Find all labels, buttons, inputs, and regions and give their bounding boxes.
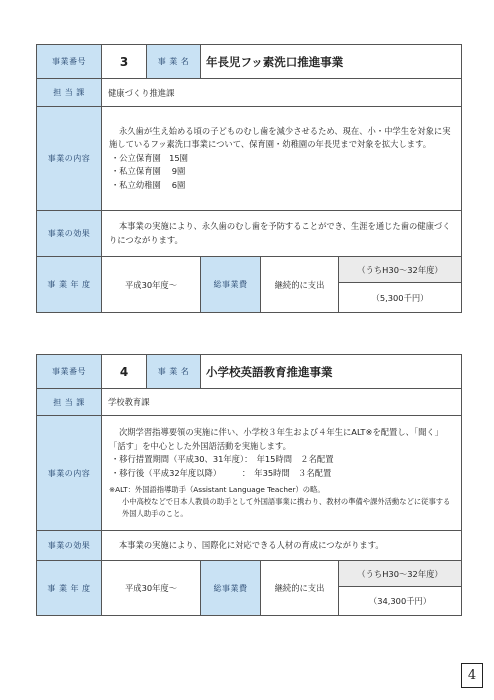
department: 学校教育課 <box>102 389 462 416</box>
effect-text: 本事業の実施により、永久歯のむし歯を予防することができ、生涯を通じた歯の健康づくりにつながります。 <box>109 221 451 245</box>
project-title: 小学校英語教育推進事業 <box>201 355 462 389</box>
label-department: 担 当 課 <box>37 79 102 107</box>
content-paragraph: 永久歯が生え始める頃の子どものむし歯を減少させるため、現在、小・中学生を対象に実施しているフッ素洗口事業について、保育園・幼稚園の年長児まで対象を拡大します。 <box>109 125 451 150</box>
label-total-cost: 総事業費 <box>201 257 261 313</box>
label-effect: 事業の効果 <box>37 531 102 561</box>
content-item: ・公立保育園 15園 <box>111 152 188 163</box>
effect <box>102 211 462 257</box>
period-label: （うちH30〜32年度） <box>339 257 462 283</box>
content-item: ・私立幼稚園 6園 <box>111 179 186 190</box>
content <box>102 416 462 531</box>
label-total-cost: 総事業費 <box>201 561 261 616</box>
project-title: 年長児フッ素洗口推進事業 <box>201 45 462 79</box>
content-item: ・移行後（平成32年度以降） ： 年35時間 ３名配置 <box>111 467 332 478</box>
alt-note-body: 小中高校などで日本人教員の助手として外国語事業に携わり、教材の準備や課外活動などに従事する外国人助手のこと。 <box>122 497 451 518</box>
total-cost: 継続的に支出 <box>261 561 339 616</box>
department: 健康づくり推進課 <box>102 79 462 107</box>
alt-note-heading: ※ALT：外国語指導助手（Assistant Language Teacher）の略。 <box>109 485 325 494</box>
page-number: 4 <box>461 663 483 688</box>
label-year: 事 業 年 度 <box>37 561 102 616</box>
effect <box>102 531 462 561</box>
total-cost: 継続的に支出 <box>261 257 339 313</box>
label-content: 事業の内容 <box>37 107 102 211</box>
label-project-name: 事 業 名 <box>147 355 201 389</box>
label-project-number: 事業番号 <box>37 45 102 79</box>
period-label: （うちH30〜32年度） <box>339 561 462 587</box>
period-cost: （5,300千円） <box>339 283 462 313</box>
label-department: 担 当 課 <box>37 389 102 416</box>
project-number: 3 <box>102 45 147 79</box>
project-card-4 <box>36 354 462 616</box>
period-cost: （34,300千円） <box>339 587 462 616</box>
content <box>102 107 462 211</box>
project-card-3 <box>36 44 462 313</box>
content-item: ・移行措置期間（平成30、31年度）： 年15時間 ２名配置 <box>111 454 334 464</box>
label-project-number: 事業番号 <box>37 355 102 389</box>
project-year: 平成30年度〜 <box>102 257 201 313</box>
content-paragraph: 次期学習指導要領の実施に伴い、小学校３年生および４年生にALT※を配置し、「聞く」「話す」を中心とした外国語活動を実施します。 <box>109 427 443 451</box>
effect-text: 本事業の実施により、国際化に対応できる人材の育成につながります。 <box>118 539 384 550</box>
label-effect: 事業の効果 <box>37 211 102 257</box>
label-content: 事業の内容 <box>37 416 102 531</box>
project-number: 4 <box>102 355 147 389</box>
project-year: 平成30年度〜 <box>102 561 201 616</box>
label-year: 事 業 年 度 <box>37 257 102 313</box>
content-item: ・私立保育園 9園 <box>111 166 186 177</box>
label-project-name: 事 業 名 <box>147 45 201 79</box>
